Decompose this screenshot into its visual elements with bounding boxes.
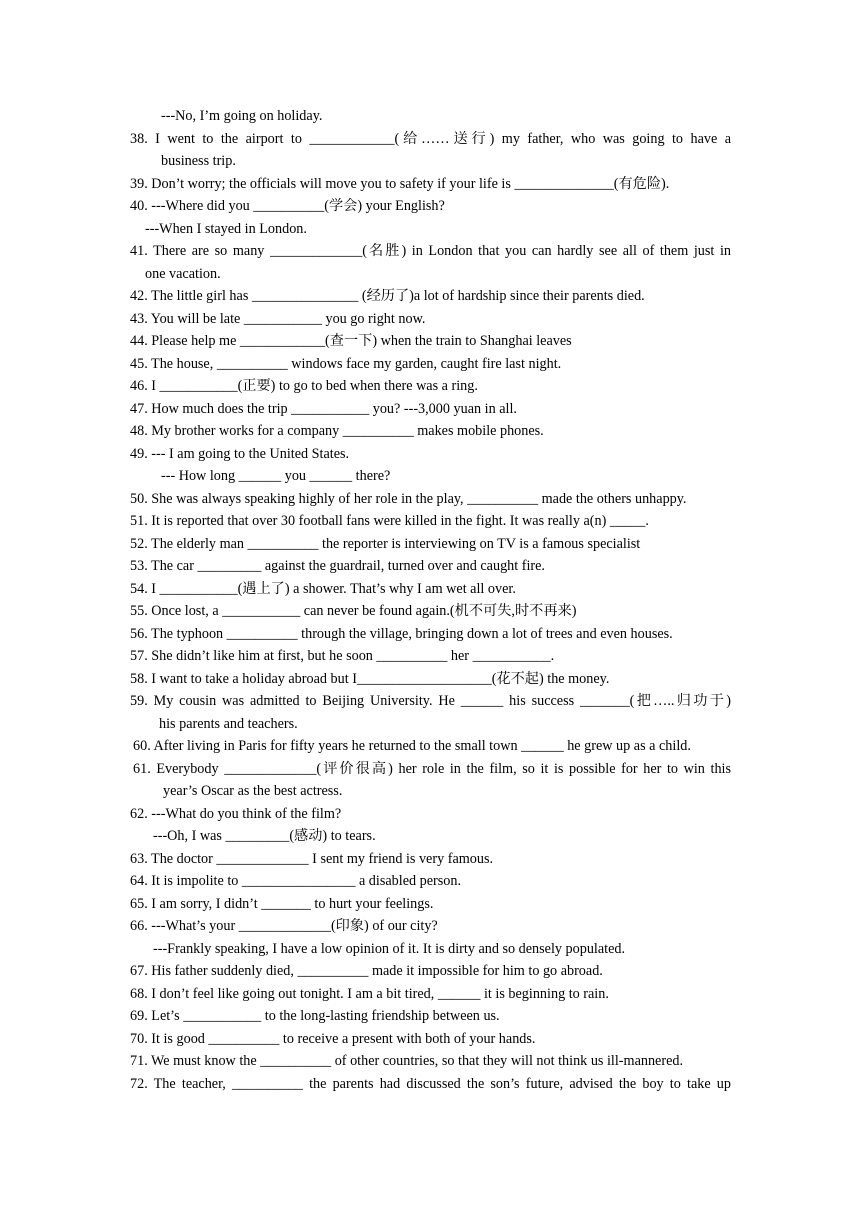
text-line: 70. It is good __________ to receive a present with both of your hands. — [130, 1031, 536, 1047]
text-line: year’s Oscar as the best actress. — [163, 783, 343, 799]
text-line: --- How long ______ you ______ there? — [161, 468, 391, 484]
text-line: 63. The doctor _____________ I sent my friend is very famous. — [130, 851, 494, 867]
text-line: 56. The typhoon __________ through the village, bringing down a lot of trees and even houses. — [130, 626, 673, 642]
text-line: 62. ---What do you think of the film? — [130, 806, 342, 822]
text-line: 50. She was always speaking highly of her role in the play, __________ made the others unhappy. — [130, 491, 687, 507]
text-line: 51. It is reported that over 30 football fans were killed in the fight. It was really a(n) _____. — [130, 513, 649, 529]
text-line: 39. Don’t worry; the officials will move you to safety if your life is ______________(有危险). — [130, 176, 670, 192]
text-line: ---Oh, I was _________(感动) to tears. — [153, 828, 376, 844]
text-line: 40. ---Where did you __________(学会) your English? — [130, 198, 445, 214]
text-line: 69. Let’s ___________ to the long-lasting friendship between us. — [130, 1008, 500, 1024]
text-line: 42. The little girl has _______________ (经历了)a lot of hardship since their parents died. — [130, 288, 645, 304]
text-line: 41. There are so many _____________(名胜) in London that you can hardly see all of them just in — [130, 243, 731, 259]
text-line: 47. How much does the trip ___________ you? ---3,000 yuan in all. — [130, 401, 517, 417]
text-line: 67. His father suddenly died, __________ made it impossible for him to go abroad. — [130, 963, 603, 979]
text-line: 54. I ___________(遇上了) a shower. That’s why I am wet all over. — [130, 581, 516, 597]
text-line: his parents and teachers. — [159, 716, 298, 732]
text-line: 64. It is impolite to ________________ a disabled person. — [130, 873, 462, 889]
text-line: business trip. — [161, 153, 236, 169]
text-line: 45. The house, __________ windows face my garden, caught fire last night. — [130, 356, 562, 372]
text-line: 55. Once lost, a ___________ can never be found again.(机不可失,时不再来) — [130, 603, 577, 619]
text-line: 58. I want to take a holiday abroad but I___________________(花不起) the money. — [130, 671, 610, 687]
text-line: 68. I don’t feel like going out tonight. I am a bit tired, ______ it is beginning to rain. — [130, 986, 609, 1002]
text-line: 65. I am sorry, I didn’t _______ to hurt your feelings. — [130, 896, 434, 912]
text-line: 71. We must know the __________ of other countries, so that they will not think us ill-mannered. — [130, 1053, 684, 1069]
text-line: 66. ---What’s your _____________(印象) of our city? — [130, 918, 438, 934]
text-line: 60. After living in Paris for fifty years he returned to the small town ______ he grew up as a child. — [133, 738, 691, 754]
text-line: 53. The car _________ against the guardrail, turned over and caught fire. — [130, 558, 545, 574]
text-line: 72. The teacher, __________ the parents had discussed the son’s future, advised the boy to take up — [130, 1076, 731, 1092]
text-line: 61. Everybody _____________(评价很高) her role in the film, so it is possible for her to win this — [133, 761, 731, 777]
text-line: 57. She didn’t like him at first, but he soon __________ her ___________. — [130, 648, 555, 664]
text-line: 38. I went to the airport to ____________(给……送行) my father, who was going to have a — [130, 131, 731, 147]
text-line: 49. --- I am going to the United States. — [130, 446, 350, 462]
text-line: 59. My cousin was admitted to Beijing University. He ______ his success _______(把…..归功于) — [130, 693, 731, 709]
text-line: 44. Please help me ____________(查一下) when the train to Shanghai leaves — [130, 333, 572, 349]
text-line: ---Frankly speaking, I have a low opinion of it. It is dirty and so densely populated. — [153, 941, 626, 957]
text-line: 46. I ___________(正要) to go to bed when there was a ring. — [130, 378, 478, 394]
text-line: one vacation. — [145, 266, 221, 282]
text-line: 43. You will be late ___________ you go right now. — [130, 311, 426, 327]
text-line: 52. The elderly man __________ the reporter is interviewing on TV is a famous specialist — [130, 536, 641, 552]
text-line: 48. My brother works for a company __________ makes mobile phones. — [130, 423, 544, 439]
text-line: ---When I stayed in London. — [145, 221, 307, 237]
text-line: ---No, I’m going on holiday. — [161, 108, 323, 124]
